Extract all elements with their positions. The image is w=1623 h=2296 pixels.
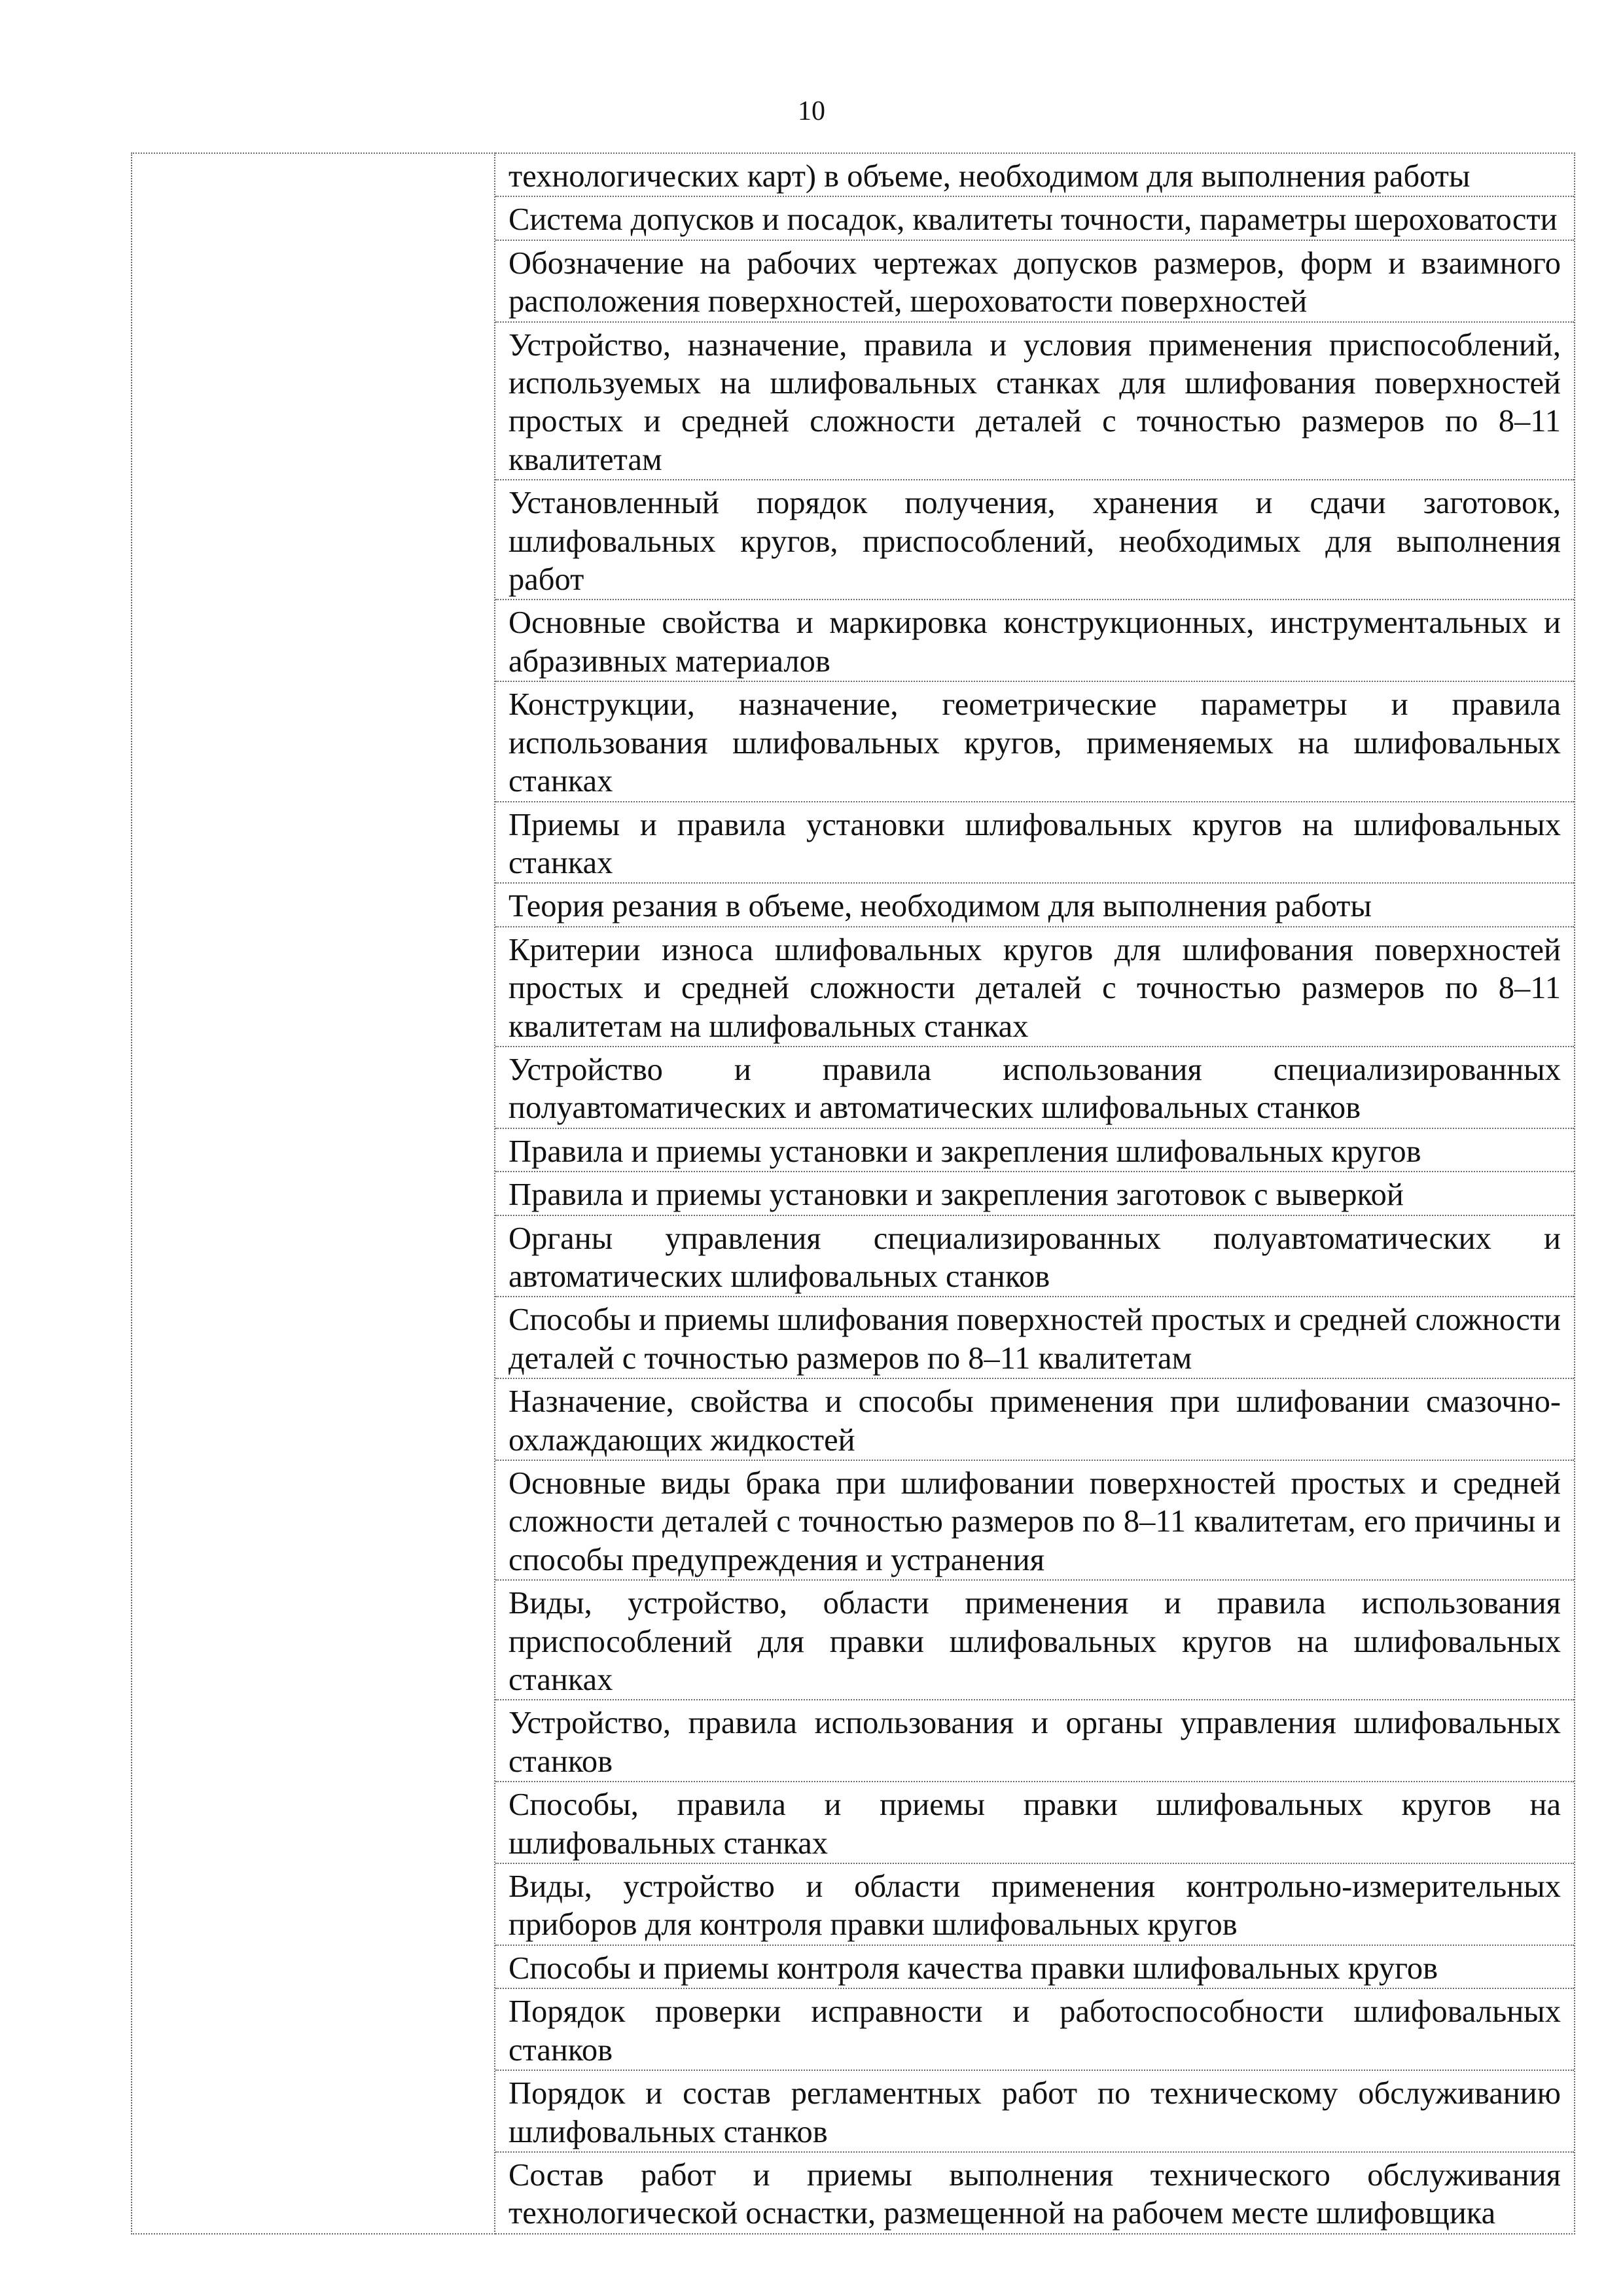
list-item: Способы и приемы шлифования поверхностей простых и средней сложности деталей с точностью размеров по 8–11 квалитетам: [495, 1297, 1574, 1379]
list-item: Виды, устройство, области применения и правила использования приспособлений для правки шлифовальных кругов на шлифовальных станках: [495, 1581, 1574, 1700]
list-item: Основные свойства и маркировка конструкционных, инструментальных и абразивных материалов: [495, 600, 1574, 682]
list-item: Органы управления специализированных полуавтоматических и автоматических шлифовальных станков: [495, 1216, 1574, 1298]
list-item: Правила и приемы установки и закрепления шлифовальных кругов: [495, 1129, 1574, 1172]
table-row: [132, 153, 1575, 2234]
list-item: Приемы и правила установки шлифовальных кругов на шлифовальных станках: [495, 802, 1574, 884]
list-item: Способы и приемы контроля качества правки шлифовальных кругов: [495, 1946, 1574, 1989]
list-item: Теория резания в объеме, необходимом для выполнения работы: [495, 884, 1574, 927]
list-item: Виды, устройство и области применения контрольно-измерительных приборов для контроля правки шлифовальных кругов: [495, 1864, 1574, 1946]
list-item: Правила и приемы установки и закрепления заготовок с выверкой: [495, 1172, 1574, 1215]
list-item: Критерии износа шлифовальных кругов для шлифования поверхностей простых и средней сложности деталей с точностью размеров по 8–11 квалитетам на шлифовальных станках: [495, 927, 1574, 1047]
list-item: технологических карт) в объеме, необходимом для выполнения работы: [495, 154, 1574, 197]
list-item: Устройство и правила использования специализированных полуавтоматических и автоматических шлифовальных станков: [495, 1047, 1574, 1129]
knowledge-list: [495, 154, 1574, 2233]
requirements-table: [131, 152, 1575, 2234]
page-number: 10: [798, 96, 825, 126]
knowledge-list-cell: [495, 153, 1575, 2234]
empty-label-cell: [132, 153, 495, 2234]
list-item: Установленный порядок получения, хранения и сдачи заготовок, шлифовальных кругов, приспособлений, необходимых для выполнения работ: [495, 480, 1574, 600]
list-item: Порядок проверки исправности и работоспособности шлифовальных станков: [495, 1989, 1574, 2071]
list-item: Основные виды брака при шлифовании поверхностей простых и средней сложности деталей с точностью размеров по 8–11 квалитетам, его причины и способы предупреждения и устранения: [495, 1461, 1574, 1581]
list-item: Конструкции, назначение, геометрические параметры и правила использования шлифовальных кругов, применяемых на шлифовальных станках: [495, 682, 1574, 802]
list-item: Система допусков и посадок, квалитеты точности, параметры шероховатости: [495, 197, 1574, 240]
list-item: Обозначение на рабочих чертежах допусков размеров, форм и взаимного расположения поверхностей, шероховатости поверхностей: [495, 241, 1574, 323]
list-item: Порядок и состав регламентных работ по техническому обслуживанию шлифовальных станков: [495, 2071, 1574, 2153]
list-item: Устройство, назначение, правила и условия применения приспособлений, используемых на шлифовальных станках для шлифования поверхностей простых и средней сложности деталей с точностью размеров по 8–11 квалитетам: [495, 323, 1574, 481]
list-item: Состав работ и приемы выполнения технического обслуживания технологической оснастки, размещенной на рабочем месте шлифовщика: [508, 2157, 1561, 2231]
list-item: Способы, правила и приемы правки шлифовальных кругов на шлифовальных станках: [495, 1782, 1574, 1864]
list-item: Устройство, правила использования и органы управления шлифовальных станков: [495, 1700, 1574, 1782]
list-item: Назначение, свойства и способы применения при шлифовании смазочно-охлаждающих жидкостей: [495, 1379, 1574, 1461]
